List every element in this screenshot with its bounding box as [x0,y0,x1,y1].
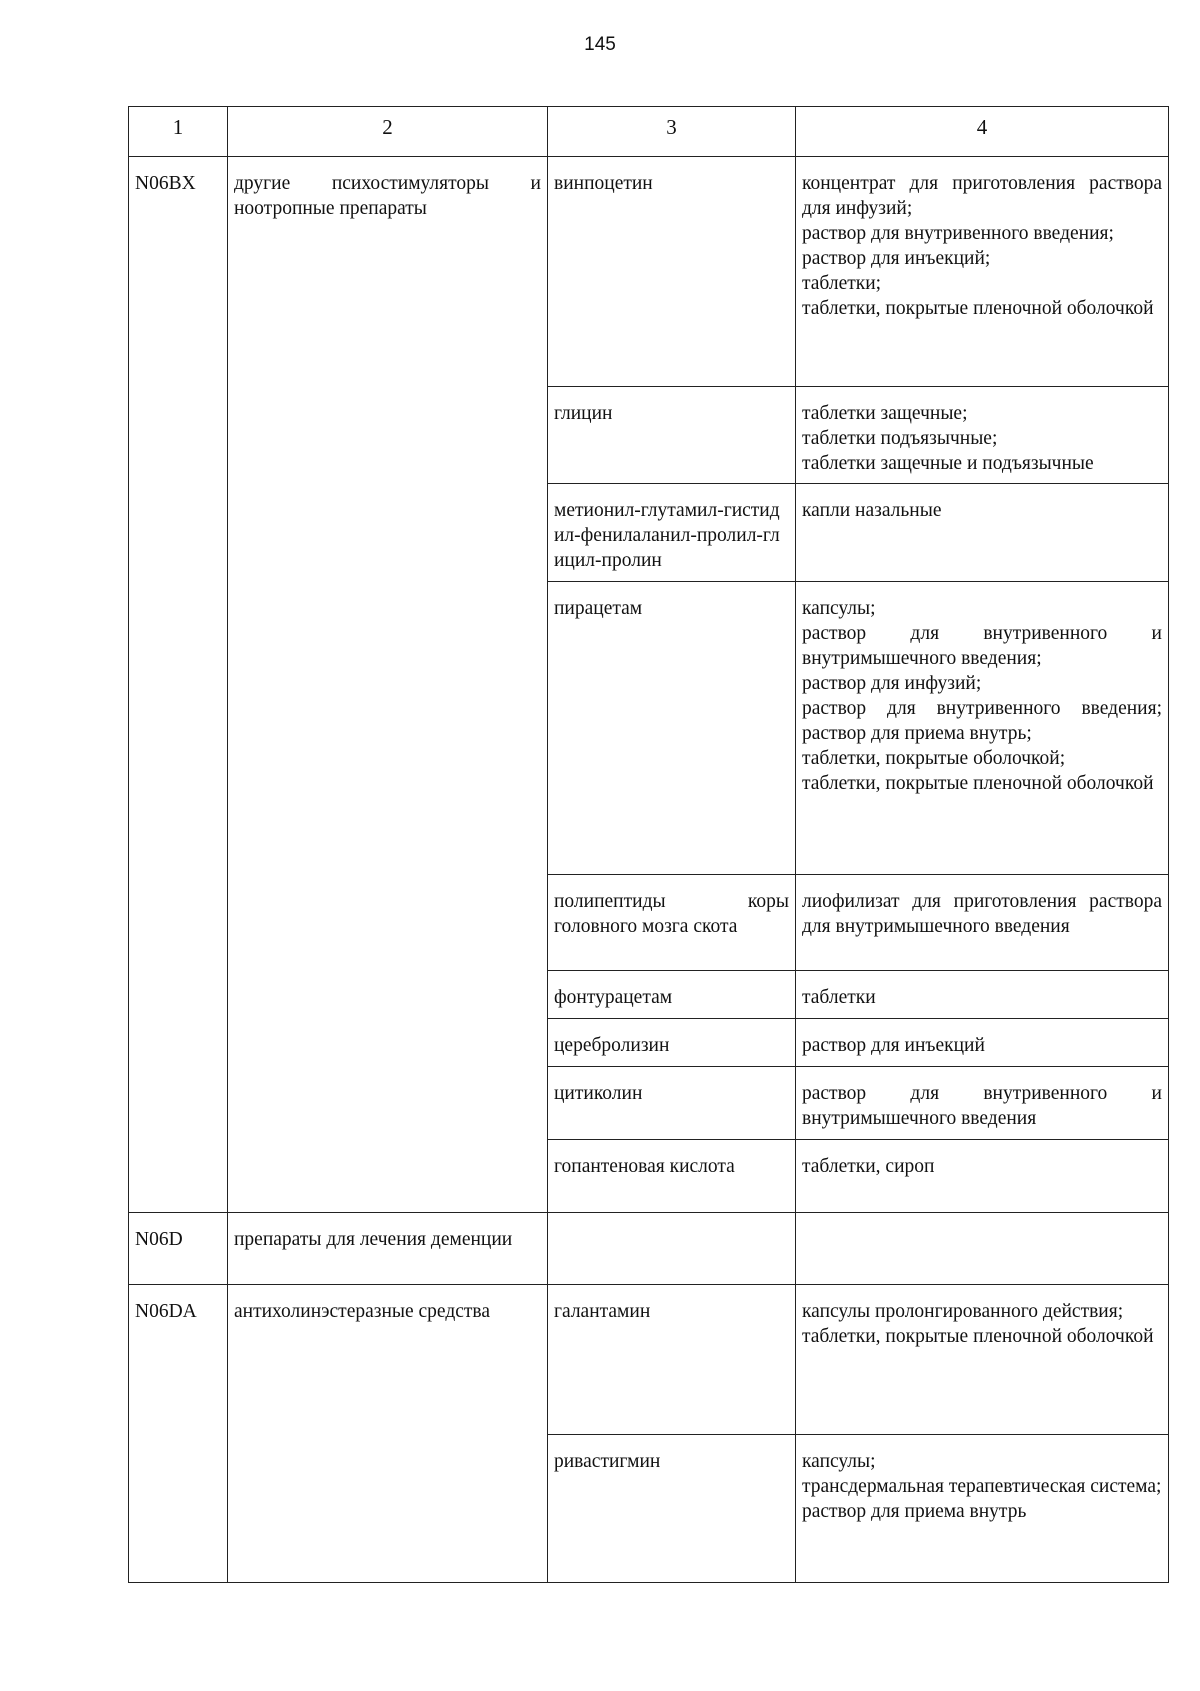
substance-cell: винпоцетин [548,157,796,387]
substance-cell: метионил-глутамил-гистидил-фенилаланил-пролил-глицил-пролин [548,484,796,582]
dosage-form-line: раствор для инъекций; [802,248,991,269]
dosage-form-line: таблетки подъязычные; [802,428,998,449]
dosage-form-line: капсулы; [802,1451,876,1472]
substance-cell: церебролизин [548,1019,796,1067]
dosage-form-line: таблетки, покрытые оболочкой; [802,748,1066,769]
dosage-forms-cell [796,157,1169,387]
dosage-forms-cell [796,1213,1169,1285]
dosage-form-line: раствор для внутривенного введения; раствор для приема внутрь; [802,698,1162,744]
substance-cell: ривастигмин [548,1435,796,1583]
atc-code-cell: N06D [129,1213,228,1285]
dosage-forms-cell [796,387,1169,484]
table-row [129,1213,1169,1285]
dosage-forms-cell [796,582,1169,875]
dosage-form-line: таблетки защечные и подъязычные [802,453,1094,474]
dosage-form-line: таблетки, сироп [802,1156,935,1177]
dosage-form-line: капли назальные [802,500,942,521]
column-header-3: 3 [548,107,796,157]
dosage-forms-cell [796,1140,1169,1213]
dosage-form-line: таблетки, покрытые пленочной оболочкой [802,773,1154,794]
substance-cell: гопантеновая кислота [548,1140,796,1213]
dosage-form-line: таблетки защечные; [802,403,968,424]
dosage-form-line: концентрат для приготовления раствора для инфузий; [802,173,1162,219]
dosage-form-line: таблетки [802,987,876,1008]
dosage-forms-cell [796,484,1169,582]
dosage-forms-cell [796,971,1169,1019]
group-name-cell: препараты для лечения деменции [228,1213,548,1285]
dosage-form-line: капсулы; [802,598,876,619]
substance-cell: глицин [548,387,796,484]
drug-classification-table [128,106,1169,1583]
dosage-forms-cell [796,875,1169,971]
table-row [129,1285,1169,1435]
dosage-form-line: раствор для внутривенного и внутримышечного введения; [802,623,1162,669]
table-row [129,157,1169,387]
substance-cell: цитиколин [548,1067,796,1140]
substance-cell: фонтурацетам [548,971,796,1019]
page-number: 145 [584,34,616,55]
dosage-form-line: таблетки, покрытые пленочной оболочкой [802,298,1154,319]
dosage-forms-cell [796,1285,1169,1435]
dosage-form-line: раствор для приема внутрь [802,1501,1027,1522]
dosage-form-line: таблетки; [802,273,882,294]
dosage-forms-cell [796,1435,1169,1583]
substance-cell: пирацетам [548,582,796,875]
dosage-form-line: раствор для внутривенного и внутримышечного введения [802,1083,1162,1129]
dosage-form-line: трансдермальная терапевтическая система; [802,1476,1162,1497]
dosage-forms-cell [796,1019,1169,1067]
dosage-form-line: таблетки, покрытые пленочной оболочкой [802,1326,1154,1347]
column-header-2: 2 [228,107,548,157]
table-body [129,107,1169,1583]
dosage-form-line: раствор для инъекций [802,1035,985,1056]
substance-cell [548,1213,796,1285]
column-header-4: 4 [796,107,1169,157]
dosage-form-line: лиофилизат для приготовления раствора для внутримышечного введения [802,891,1162,937]
substance-cell: галантамин [548,1285,796,1435]
column-header-1: 1 [129,107,228,157]
atc-code-cell: N06BX [129,157,228,1213]
group-name-cell: антихолинэстеразные средства [228,1285,548,1583]
atc-code-cell: N06DA [129,1285,228,1583]
dosage-form-line: раствор для внутривенного введения; [802,223,1114,244]
dosage-forms-cell [796,1067,1169,1140]
group-name-cell: другие психостимуляторы и ноотропные препараты [228,157,548,1213]
substance-cell: полипептиды коры головного мозга скота [548,875,796,971]
table-header-row [129,107,1169,157]
dosage-form-line: раствор для инфузий; [802,673,982,694]
dosage-form-line: капсулы пролонгированного действия; [802,1301,1124,1322]
